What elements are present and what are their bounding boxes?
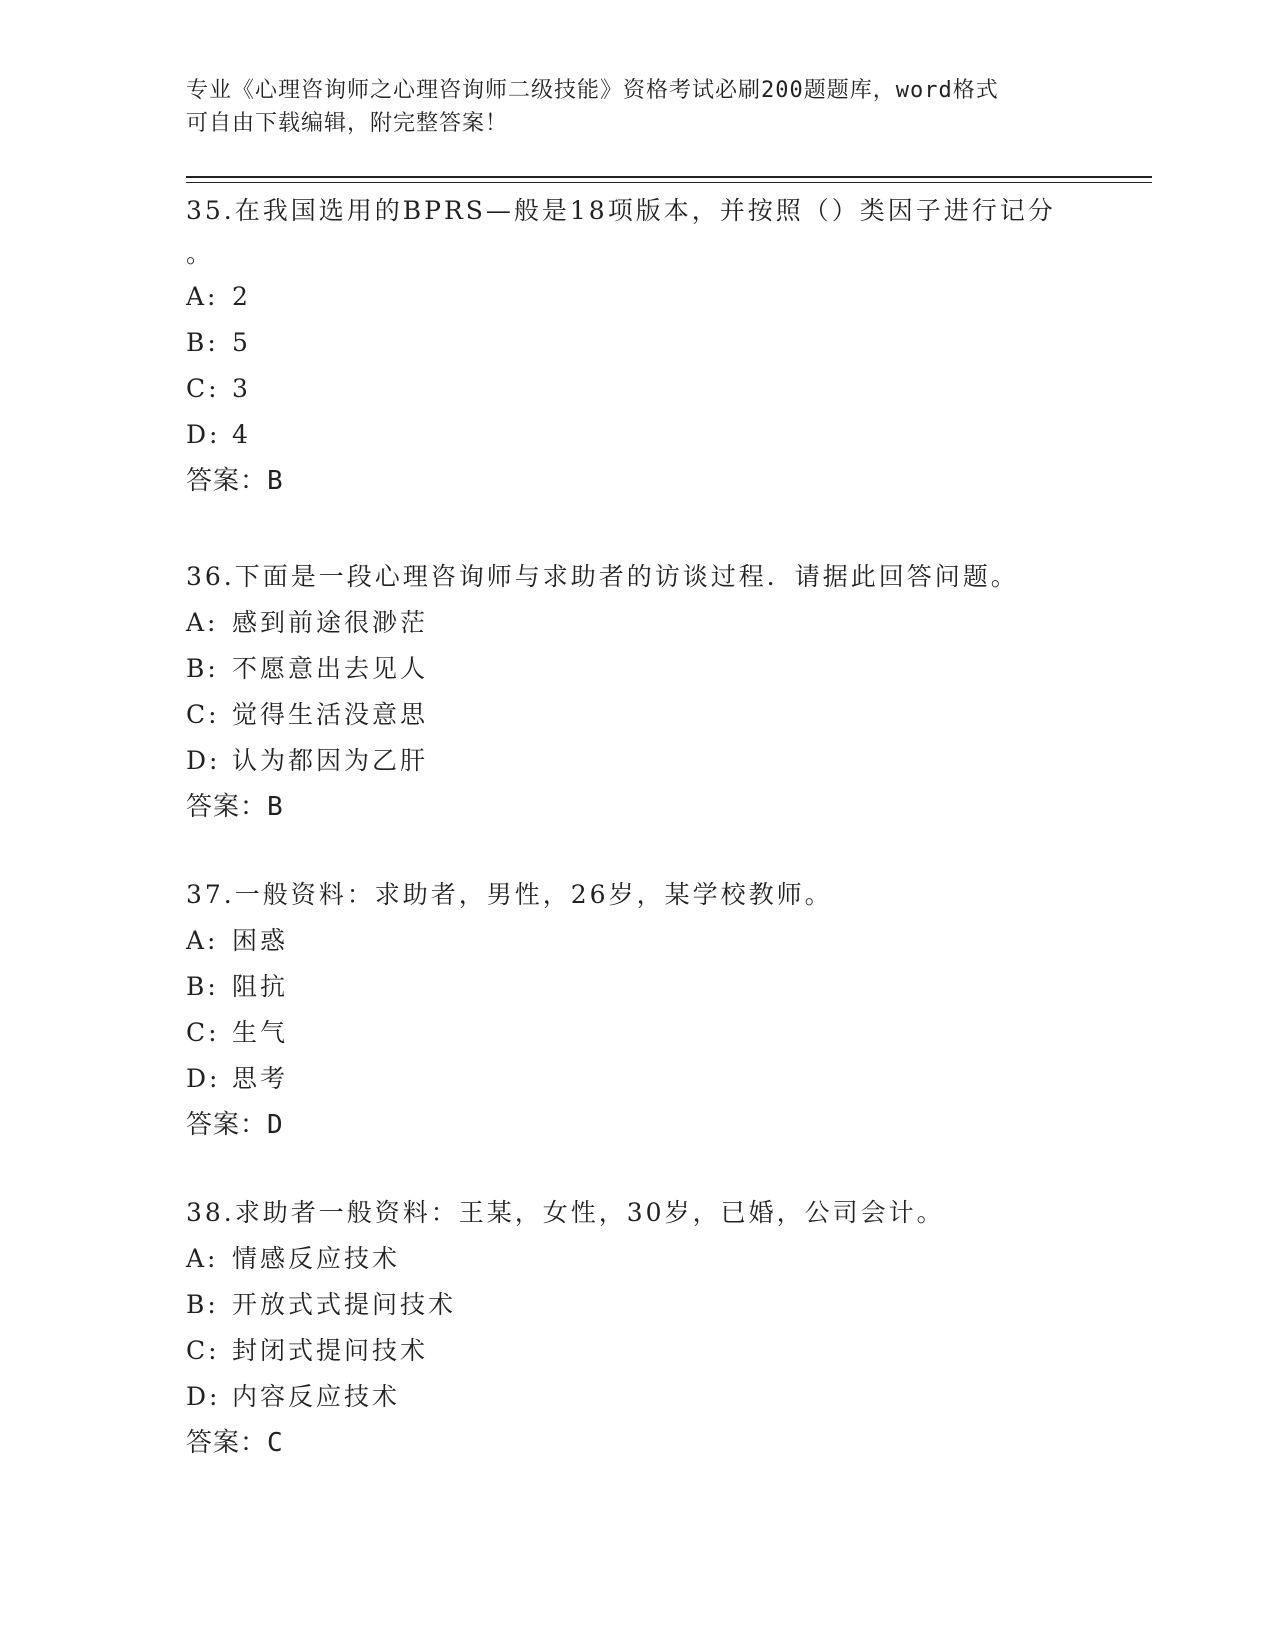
option-letter: C: [186,1018,220,1047]
header-line-1: 专业《心理咨询师之心理咨询师二级技能》资格考试必刷200题题库，word格式 [186,78,999,103]
option-a [186,600,1086,646]
option-letter: B: [186,328,219,357]
option-text: 2 [232,282,251,311]
option-text: 认为都因为乙肝 [232,746,429,775]
option-letter: A: [186,608,219,637]
option-d [186,738,1086,784]
question-stem: 37.一般资料：求助者，男性，26岁，某学校教师。 [186,880,833,909]
option-letter: D: [186,1382,221,1411]
option-text: 困惑 [232,926,289,955]
option-letter: B: [186,1290,219,1319]
option-d [186,412,1086,458]
answer-value: B [267,466,284,496]
option-letter: C: [186,700,220,729]
answer-value: C [267,1428,284,1458]
question-stem: 38.求助者一般资料：王某，女性，30岁，已婚，公司会计。 [186,1198,945,1227]
answer-line [186,784,1086,830]
question-stem-continuation: 。 [186,239,212,268]
answer-label: 答案： [186,792,268,822]
option-letter: C: [186,1336,220,1365]
option-text: 开放式式提问技术 [232,1290,457,1319]
answer-label: 答案： [186,1428,268,1458]
answer-label: 答案： [186,1110,268,1140]
option-letter: A: [186,926,219,955]
option-letter: D: [186,1064,221,1093]
header-line-2: 可自由下载编辑，附完整答案！ [186,111,509,136]
answer-line [186,1102,1086,1148]
option-letter: B: [186,654,219,683]
option-a [186,918,1086,964]
option-b [186,1282,1086,1328]
option-letter: D: [186,420,221,449]
option-a [186,1236,1086,1282]
question-35 [186,188,1086,504]
option-text: 生气 [232,1018,289,1047]
option-text: 5 [232,328,251,357]
option-letter: C: [186,374,220,403]
option-c [186,1010,1086,1056]
document-header [186,74,1086,140]
answer-line [186,458,1086,504]
question-stem: 36.下面是一段心理咨询师与求助者的访谈过程．请据此回答问题。 [186,562,1019,591]
option-text: 不愿意出去见人 [232,654,429,683]
option-letter: A: [186,1244,219,1273]
question-36 [186,554,1086,830]
option-text: 内容反应技术 [232,1382,401,1411]
option-a [186,274,1086,320]
option-c [186,1328,1086,1374]
option-text: 3 [232,374,251,403]
option-text: 觉得生活没意思 [232,700,429,729]
option-text: 阻抗 [232,972,289,1001]
option-text: 情感反应技术 [232,1244,401,1273]
option-letter: A: [186,282,219,311]
option-c [186,692,1086,738]
option-text: 4 [232,420,251,449]
option-d [186,1374,1086,1420]
option-b [186,964,1086,1010]
answer-label: 答案： [186,466,268,496]
answer-line [186,1420,1086,1466]
option-text: 思考 [232,1064,289,1093]
answer-value: D [267,1110,284,1140]
option-b [186,646,1086,692]
answer-value: B [267,792,284,822]
option-letter: B: [186,972,219,1001]
question-38 [186,1190,1086,1466]
option-letter: D: [186,746,221,775]
option-c [186,366,1086,412]
option-b [186,320,1086,366]
option-d [186,1056,1086,1102]
question-37 [186,872,1086,1148]
option-text: 感到前途很渺茫 [232,608,429,637]
option-text: 封闭式提问技术 [232,1336,429,1365]
question-stem: 35.在我国选用的BPRS—般是18项版本，并按照（）类因子进行记分 [186,196,1056,225]
header-divider-thick [186,176,1152,178]
header-divider-thin [186,182,1152,183]
